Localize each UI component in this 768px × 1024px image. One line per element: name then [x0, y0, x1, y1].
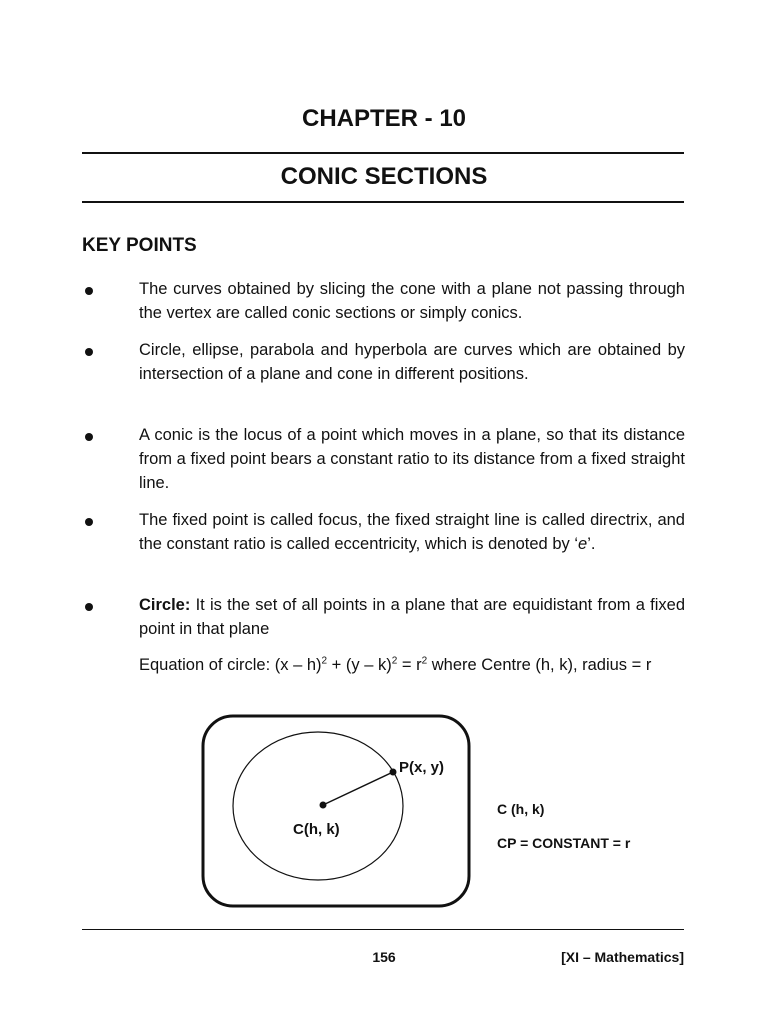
chapter-title: CONIC SECTIONS: [280, 163, 488, 190]
diagram-frame: [203, 716, 469, 906]
eq-part-1: Equation of circle: (x – h): [139, 656, 322, 674]
eq-part-3: = r: [397, 656, 422, 674]
center-label: C(h, k): [293, 821, 340, 838]
eccentricity-symbol: e: [578, 535, 588, 553]
chapter-number: CHAPTER - 10: [301, 105, 467, 132]
section-heading: KEY POINTS: [82, 235, 197, 256]
footer-rule: [82, 929, 684, 930]
constant-note: CP = CONSTANT = r: [497, 835, 631, 851]
radius-line: [323, 772, 393, 805]
bullet-text-1: The curves obtained by slicing the cone with a plane not passing through the vertex are called conic sections or simply conics.: [139, 280, 685, 322]
book-label: [XI – Mathematics]: [561, 949, 684, 965]
center-point: [320, 802, 327, 809]
page-number: 156: [372, 949, 396, 965]
eq-part-4: where Centre (h, k), radius = r: [427, 656, 652, 674]
point-p: [390, 769, 397, 776]
bullet-4-text: The fixed point is called focus, the fixed straight line is called directrix, and the constant ratio is called eccentricity, which is denoted by ‘: [139, 511, 685, 553]
point-p-label: P(x, y): [399, 759, 445, 776]
circle-label: Circle:: [139, 596, 191, 614]
center-note: C (h, k): [497, 801, 545, 817]
eq-exponent: 2: [421, 655, 428, 667]
circle-definition: It is the set of all points in a plane that are equidistant from a fixed point in that plane: [139, 596, 685, 638]
eq-part-2: + (y – k): [327, 656, 392, 674]
bullet-text-3: A conic is the locus of a point which moves in a plane, so that its distance from a fixed point bears a constant ratio to its distance from a fixed straight line.: [139, 426, 685, 492]
circle-outline: [233, 732, 403, 880]
bullet-4-end: ’.: [587, 535, 596, 553]
bullet-text-2: Circle, ellipse, parabola and hyperbola are curves which are obtained by intersection of a plane and cone in different positions.: [139, 341, 685, 383]
eq-exponent: 2: [391, 655, 398, 667]
eq-exponent: 2: [321, 655, 328, 667]
